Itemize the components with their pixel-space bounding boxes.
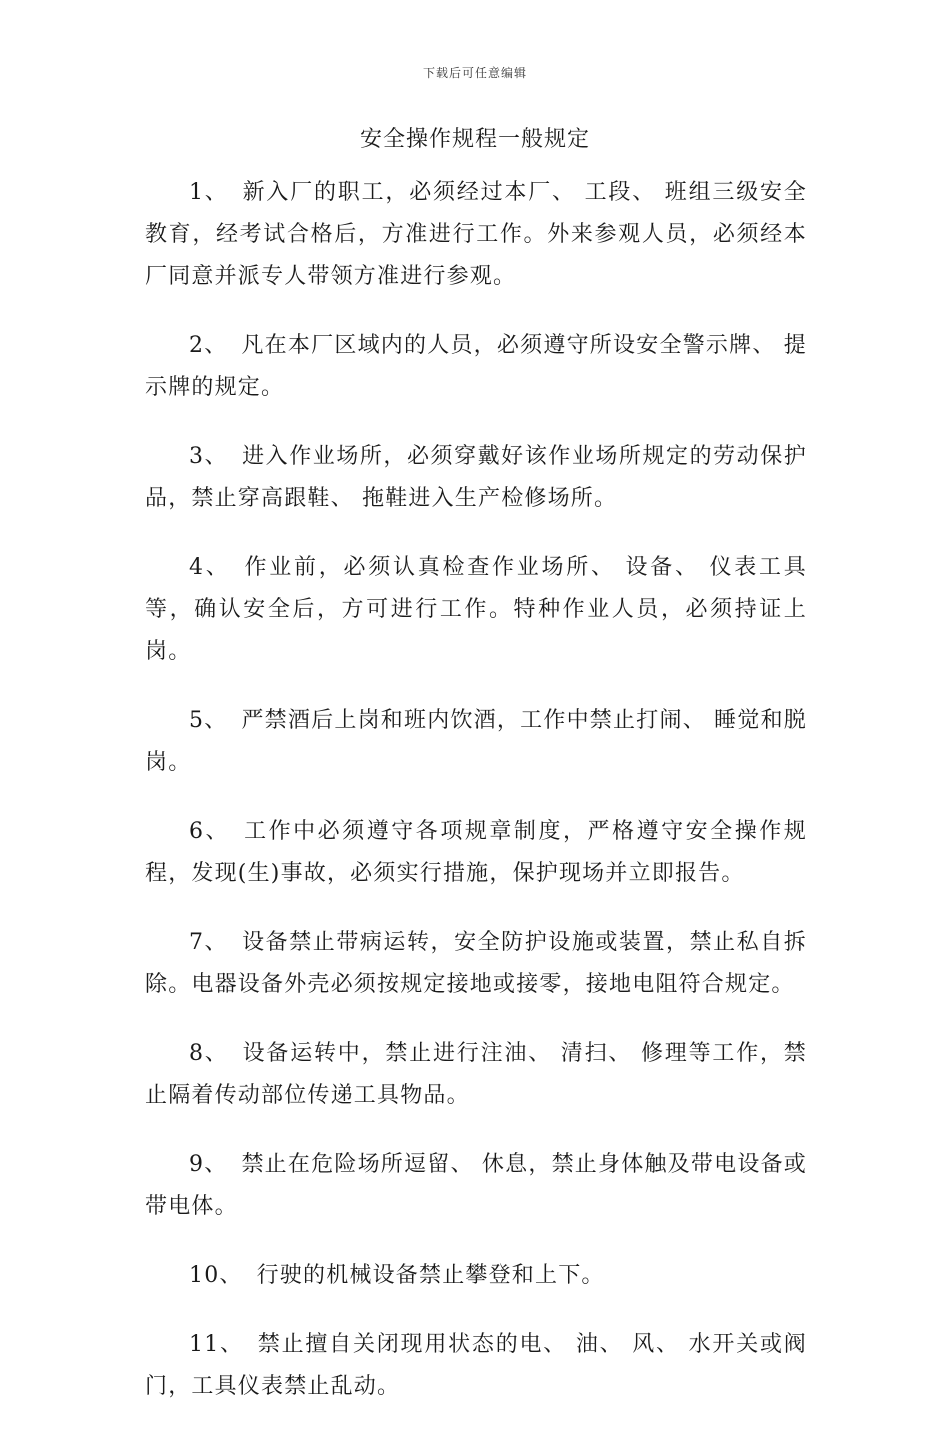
rule-number: 9、 <box>189 1152 228 1177</box>
rule-text: 行驶的机械设备禁止攀登和上下。 <box>256 1263 605 1288</box>
rule-item <box>145 922 807 1006</box>
rule-number: 10、 <box>189 1263 243 1288</box>
rule-number: 8、 <box>189 1041 229 1066</box>
rule-item <box>145 325 807 409</box>
rule-item <box>145 1033 807 1117</box>
rule-text: 新入厂的职工，必须经过本厂、 工段、 班组三级安全教育，经考试合格后，方准进行工作。外来参观人员，必须经本厂同意并派专人带领方准进行参观。 <box>145 180 807 289</box>
rule-item <box>145 1324 807 1408</box>
rule-number: 6、 <box>189 819 231 844</box>
document-title: 安全操作规程一般规定 <box>359 127 590 152</box>
rule-text: 严禁酒后上岗和班内饮酒，工作中禁止打闹、 睡觉和脱岗。 <box>145 708 807 775</box>
rule-item <box>145 700 807 784</box>
rule-text: 设备禁止带病运转，安全防护设施或装置，禁止私自拆除。电器设备外壳必须按规定接地或接零，接地电阻符合规定。 <box>145 930 807 997</box>
rule-text: 进入作业场所，必须穿戴好该作业场所规定的劳动保护品，禁止穿高跟鞋、 拖鞋进入生产检修场所。 <box>145 444 807 511</box>
rule-item <box>145 811 807 895</box>
rule-text: 禁止擅自关闭现用状态的电、 油、 风、 水开关或阀门，工具仪表禁止乱动。 <box>145 1332 807 1399</box>
rule-text: 工作中必须遵守各项规章制度，严格遵守安全操作规程，发现(生)事故，必须实行措施，保护现场并立即报告。 <box>145 819 807 886</box>
rule-item <box>145 1255 807 1297</box>
rule-text: 作业前，必须认真检查作业场所、 设备、 仪表工具等，确认安全后，方可进行工作。特种作业人员，必须持证上岗。 <box>145 555 807 664</box>
rule-item <box>145 547 807 673</box>
rule-number: 1、 <box>189 180 229 205</box>
rule-number: 4、 <box>189 555 231 580</box>
rule-number: 2、 <box>189 333 228 358</box>
rule-number: 3、 <box>189 444 229 469</box>
rule-text: 禁止在危险场所逗留、 休息，禁止身体触及带电设备或带电体。 <box>145 1152 807 1219</box>
rule-number: 11、 <box>189 1332 244 1357</box>
header-note: 下载后可任意编辑 <box>422 66 527 80</box>
rule-number: 5、 <box>189 708 228 733</box>
rules-list <box>145 172 807 1435</box>
rule-item <box>145 172 807 298</box>
rule-number: 7、 <box>189 930 229 955</box>
rule-item <box>145 1144 807 1228</box>
rule-text: 设备运转中，禁止进行注油、 清扫、 修理等工作，禁止隔着传动部位传递工具物品。 <box>145 1041 807 1108</box>
rule-text: 凡在本厂区域内的人员，必须遵守所设安全警示牌、 提示牌的规定。 <box>145 333 807 400</box>
rule-item <box>145 436 807 520</box>
